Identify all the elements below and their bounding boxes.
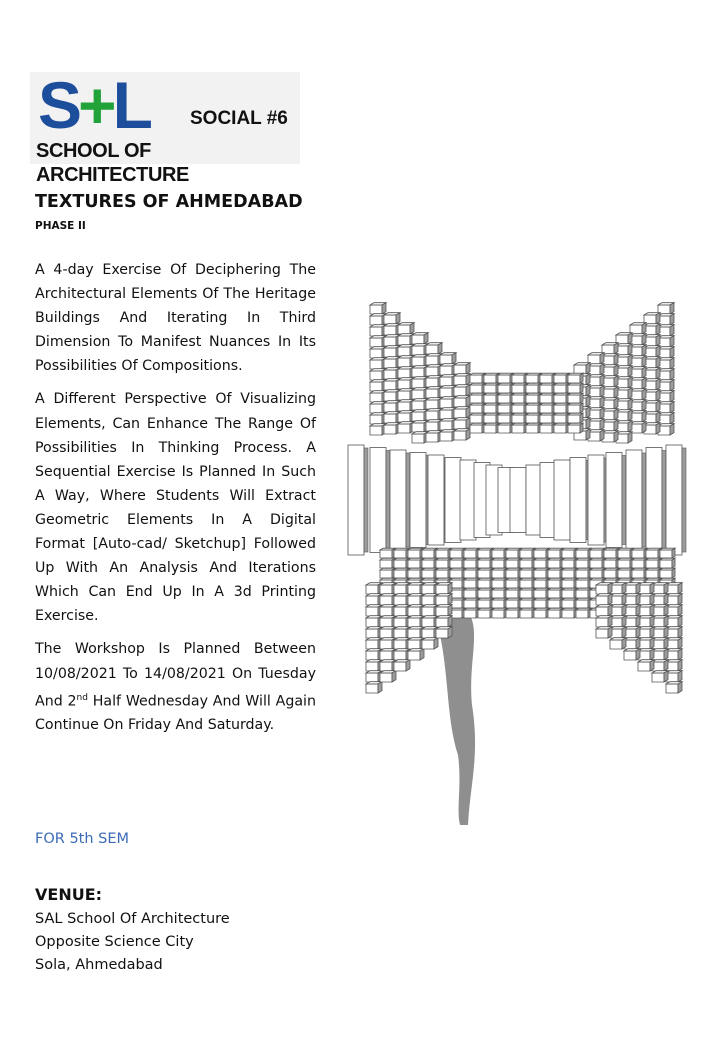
page-title: TEXTURES OF AHMEDABAD <box>35 192 303 212</box>
venue-line: Opposite Science City <box>35 934 194 950</box>
paragraph-intro: A 4-day Exercise Of Deciphering The Architectural Elements Of The Heritage Buildings And Iterating In Third Dimension To Manifest Nuances In Its Possibilities Of Compositions. <box>35 262 316 375</box>
venue-line: Sola, Ahmedabad <box>35 957 163 973</box>
paragraph-perspective: A Different Perspective Of Visualizing Elements, Can Enhance The Range Of Possibilities In Thinking Process. A Sequential Exercise Is Planned In Such A Way, Where Students Will Extract Geometric Elements In A Digital Format [Auto-cad/ Sketchup] Followed Up With An Analysis And Iterations Which Can End Up In A 3d Printing Exercise. <box>35 391 316 625</box>
school-logo <box>30 68 300 186</box>
school-name: SCHOOL OF ARCHITECTURE <box>36 140 189 186</box>
semester-label: FOR 5th SEM <box>35 831 130 847</box>
3d-block-texture-model-icon <box>340 285 710 830</box>
social-badge: SOCIAL #6 <box>190 108 288 129</box>
venue-heading: VENUE: <box>35 885 103 904</box>
sal-logo-mark: S+L <box>38 68 149 142</box>
venue-line: SAL School Of Architecture <box>35 911 230 927</box>
paragraph-schedule: The Workshop Is Planned Between 10/08/2021 To 14/08/2021 On Tuesday And 2nd Half Wednesday And Will Again Continue On Friday And Saturday. <box>35 641 316 734</box>
description <box>35 258 316 747</box>
venue-address <box>35 908 230 977</box>
page-subtitle: PHASE II <box>35 220 86 232</box>
